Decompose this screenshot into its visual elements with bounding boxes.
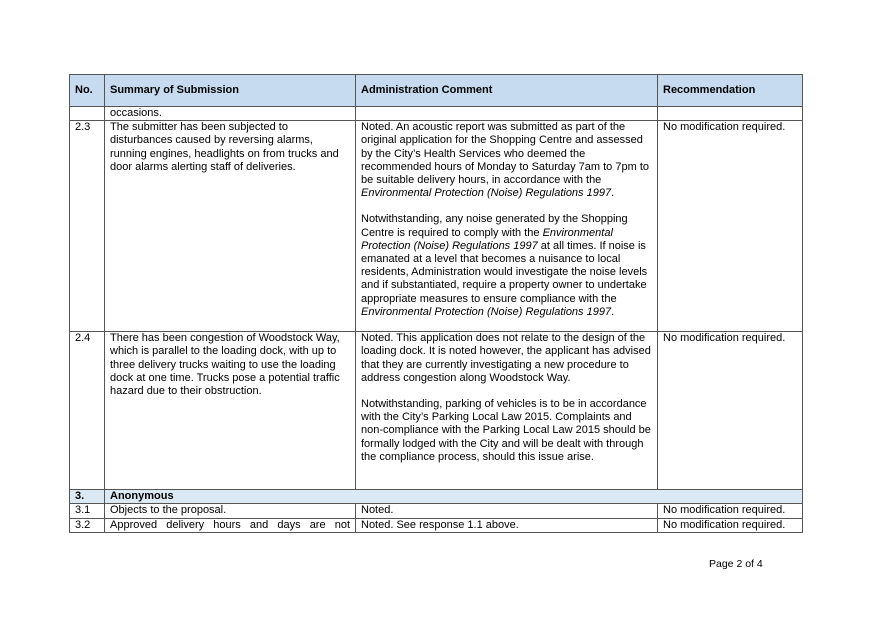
comment-text: . [611,187,615,200]
header-recommendation: Recommendation [658,75,803,107]
section-number: 3. [70,490,105,504]
comment-paragraph-1 [361,121,652,200]
cell-summary: The submitter has been subjected to disturbances caused by reversing alarms, running engines, headlights on from trucks and door alarms alerting staff of deliveries. [105,121,356,332]
regulation-ref: Environmental Protection (Noise) Regulations 1997 [361,305,612,318]
cell-comment [356,107,658,121]
header-no: No. [70,75,105,107]
cell-no: 3.1 [70,504,105,518]
cell-comment [356,121,658,332]
paragraph-gap [361,200,652,213]
comment-text: at all times. If noise is emanated at a level that becomes a nuisance to local residents, Administration would investigate the noise levels and if substantiated, require a property owner to undertake appropriate measures to ensure compliance with the [361,239,648,305]
comment-text: Noted. An acoustic report was submitted as part of the original application for the Shopping Centre and assessed by the City’s Health Services who deemed the recommended hours of Monday to Saturday 7am to 7pm to be suitable delivery hours, in accordance with the [361,121,649,187]
cell-no [70,107,105,121]
cell-recommendation: No modification required. [658,518,803,532]
header-summary: Summary of Submission [105,75,356,107]
cell-recommendation: No modification required. [658,504,803,518]
table-row-3-1 [70,504,803,518]
section-row-anonymous [70,490,803,504]
cell-summary: Objects to the proposal. [105,504,356,518]
comment-text: . [611,305,615,318]
cell-no: 2.3 [70,121,105,332]
cell-summary: occasions. [105,107,356,121]
cell-summary: Approved delivery hours and days are not [105,518,356,532]
table-row-2-3 [70,121,803,332]
paragraph-gap [361,385,652,398]
regulation-ref: Environmental Protection (Noise) Regulations 1997 [361,187,612,200]
cell-no: 2.4 [70,332,105,490]
cell-summary: There has been congestion of Woodstock Way, which is parallel to the loading dock, with up to three delivery trucks waiting to use the loading dock at one time. Trucks pose a potential traffic hazard due to their obstruction. [105,332,356,490]
regulation-ref: Environmental Protection (Noise) Regulations 1997 [361,226,613,252]
header-comment: Administration Comment [356,75,658,107]
table-row-3-2 [70,518,803,532]
section-title: Anonymous [105,490,803,504]
comment-text: Notwithstanding, any noise generated by the Shopping Centre is required to comply with the [361,213,628,239]
cell-comment: Noted. [356,504,658,518]
cell-comment: Noted. See response 1.1 above. [356,518,658,532]
cell-recommendation: No modification required. [658,121,803,332]
cell-comment [356,332,658,490]
table-header-row [70,75,803,107]
cell-recommendation: No modification required. [658,332,803,490]
comment-paragraph-2: Notwithstanding, parking of vehicles is to be in accordance with the City’s Parking Local Law 2015. Complaints and non-compliance with the Parking Local Law 2015 should be formally lodged with the City and will be dealt with through the compliance process, should this issue arise. [361,398,651,463]
comment-paragraph-2 [361,213,652,319]
submissions-table [69,74,803,533]
table-row-2-4 [70,332,803,490]
cell-no: 3.2 [70,518,105,532]
cell-recommendation [658,107,803,121]
comment-paragraph-1: Noted. This application does not relate to the design of the loading dock. It is noted however, the applicant has advised that they are currently investigating a new procedure to address congestion along Woodstock Way. [361,332,651,384]
table-row-continued [70,107,803,121]
page-number: Page 2 of 4 [709,558,763,570]
